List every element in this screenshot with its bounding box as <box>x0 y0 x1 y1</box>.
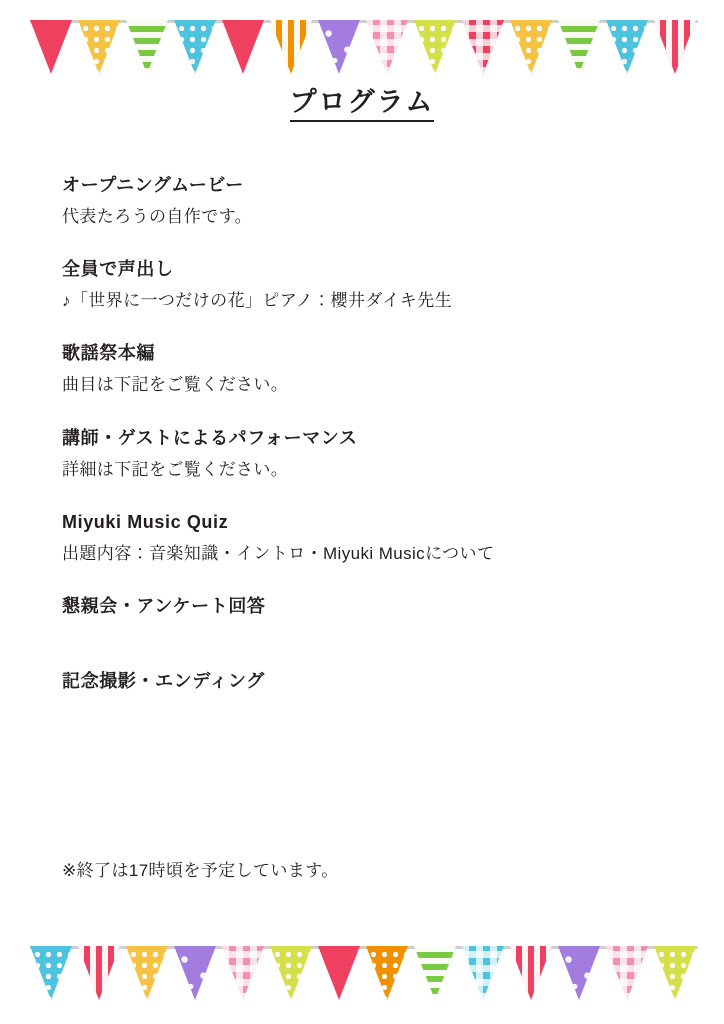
bunting-flag-icon <box>222 20 264 74</box>
program-item-description: ♪「世界に一つだけの花」ピアノ：櫻井ダイキ先生 <box>62 291 452 311</box>
program-item <box>62 425 662 483</box>
program-item-title: 懇親会・アンケート回答 <box>62 595 266 616</box>
bunting-flag-pattern <box>606 20 648 74</box>
program-item <box>62 509 662 567</box>
bottom-bunting-flags <box>30 946 696 1000</box>
bunting-flag-icon <box>366 20 408 74</box>
bunting-flag-icon <box>510 946 552 1000</box>
bottom-bunting-decoration <box>0 940 724 1010</box>
bunting-flag-pattern <box>174 946 216 1000</box>
program-item <box>62 593 662 620</box>
bunting-flag-icon <box>174 946 216 1000</box>
program-item-description: 詳細は下記をご覧ください。 <box>62 459 289 479</box>
bunting-flag-icon <box>462 20 504 74</box>
bunting-flag-pattern <box>558 946 600 1000</box>
bunting-flag-pattern <box>78 20 120 74</box>
program-item-title: Miyuki Music Quiz <box>62 511 229 532</box>
program-item-title: 全員で声出し <box>62 259 174 280</box>
program-item-description: 代表たろうの自作です。 <box>62 207 253 226</box>
bunting-flag-icon <box>78 946 120 1000</box>
bunting-flag-pattern <box>558 20 600 74</box>
bunting-flag-icon <box>462 946 504 1000</box>
bunting-flag-icon <box>414 20 456 74</box>
bunting-flag-pattern <box>222 20 264 74</box>
bunting-flag-icon <box>30 946 72 1000</box>
bunting-flag-icon <box>606 946 648 1000</box>
bunting-flag-pattern <box>126 946 168 1000</box>
bunting-flag-pattern <box>318 946 360 1000</box>
bunting-flag-pattern <box>414 20 456 74</box>
program-list <box>62 172 662 743</box>
bunting-flag-icon <box>318 20 360 74</box>
top-bunting-flags <box>30 20 696 74</box>
bunting-flag-icon <box>654 946 696 1000</box>
closing-note: ※終了は17時頃を予定しています。 <box>62 861 339 880</box>
bunting-flag-pattern <box>654 20 696 74</box>
bunting-flag-icon <box>270 946 312 1000</box>
bunting-flag-icon <box>558 946 600 1000</box>
bunting-flag-pattern <box>654 946 696 1000</box>
bunting-flag-pattern <box>510 20 552 74</box>
bunting-flag-icon <box>174 20 216 74</box>
bunting-flag-icon <box>510 20 552 74</box>
bunting-flag-pattern <box>222 946 264 1000</box>
bunting-flag-icon <box>126 946 168 1000</box>
bunting-flag-pattern <box>270 20 312 74</box>
bunting-flag-icon <box>654 20 696 74</box>
bunting-flag-icon <box>558 20 600 74</box>
bunting-flag-pattern <box>270 946 312 1000</box>
bunting-flag-pattern <box>462 20 504 74</box>
top-bunting-decoration <box>0 14 724 84</box>
bunting-flag-pattern <box>318 20 360 74</box>
program-item-description: 曲目は下記をご覧ください。 <box>62 375 289 395</box>
program-item-description: 出題内容：音楽知識・イントロ・Miyuki Musicについて <box>62 543 495 563</box>
program-item <box>62 172 662 230</box>
bunting-flag-pattern <box>366 946 408 1000</box>
bunting-flag-icon <box>30 20 72 74</box>
bunting-flag-pattern <box>606 946 648 1000</box>
page-title <box>0 80 724 119</box>
bunting-flag-pattern <box>366 20 408 74</box>
program-item <box>62 256 662 314</box>
program-item-title: 記念撮影・エンディング <box>62 670 265 691</box>
program-item-title: オープニングムービー <box>62 175 244 195</box>
bunting-flag-icon <box>222 946 264 1000</box>
program-item-title: 歌謡祭本編 <box>62 343 155 364</box>
program-item <box>62 668 662 695</box>
page-title-text: プログラム <box>290 87 435 122</box>
bunting-flag-pattern <box>414 946 456 1000</box>
bunting-flag-pattern <box>510 946 552 1000</box>
bunting-flag-pattern <box>78 946 120 1000</box>
bunting-flag-pattern <box>174 20 216 74</box>
bunting-flag-icon <box>366 946 408 1000</box>
bunting-flag-icon <box>270 20 312 74</box>
bunting-flag-icon <box>126 20 168 74</box>
bunting-flag-icon <box>414 946 456 1000</box>
bunting-flag-pattern <box>462 946 504 1000</box>
bunting-flag-pattern <box>30 20 72 74</box>
bunting-flag-icon <box>318 946 360 1000</box>
program-item-title: 講師・ゲストによるパフォーマンス <box>62 427 358 448</box>
program-item <box>62 340 662 398</box>
bunting-flag-icon <box>78 20 120 74</box>
bunting-flag-pattern <box>126 20 168 74</box>
bunting-flag-pattern <box>30 946 72 1000</box>
bunting-flag-icon <box>606 20 648 74</box>
